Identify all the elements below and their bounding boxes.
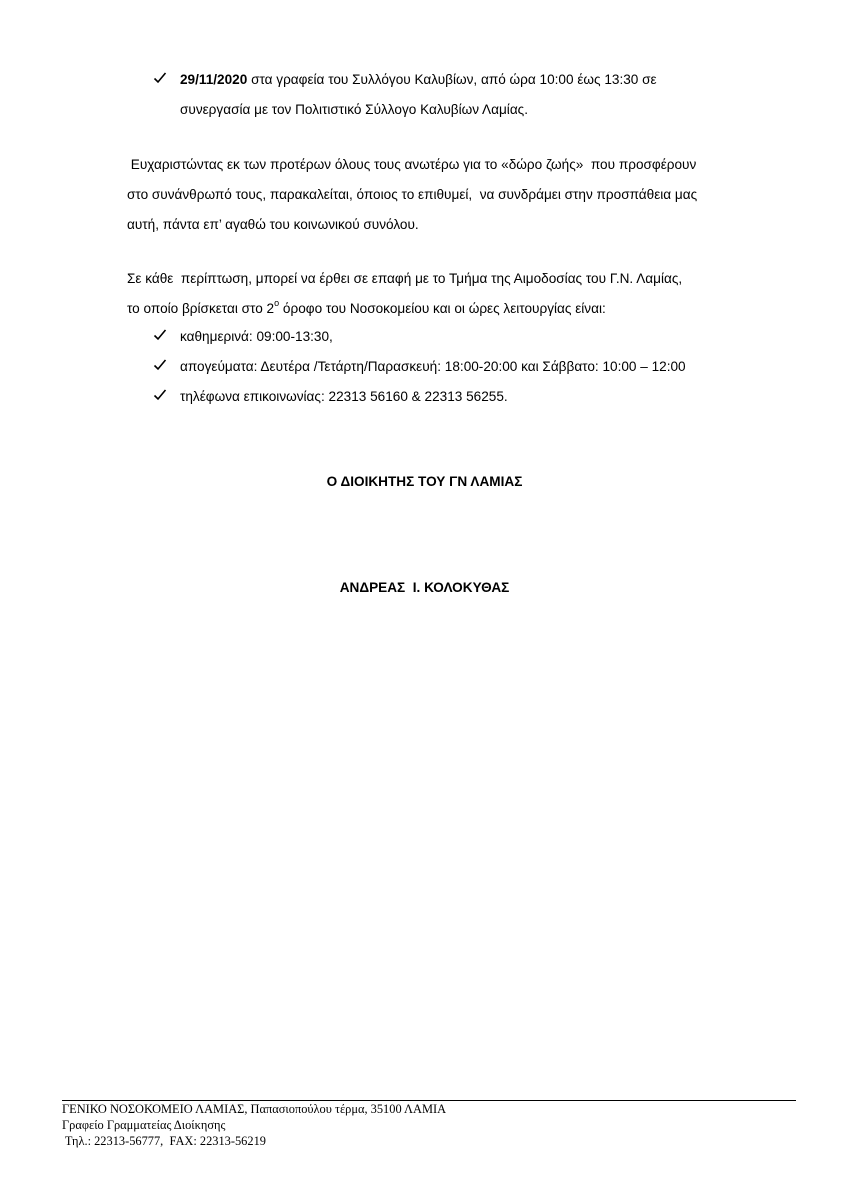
thanks-line-3: αυτή, πάντα επ’ αγαθώ του κοινωνικού συνόλου.	[127, 217, 419, 232]
footer-rule	[62, 1100, 796, 1101]
bullet-date: 29/11/2020	[180, 72, 248, 87]
footer-hospital-address: ΓΕΝΙΚΟ ΝΟΣΟΚΟΜΕΙΟ ΛΑΜΙΑΣ, Παπασιοπούλου τέρμα, 35100 ΛΑΜΙΑ	[62, 1102, 447, 1116]
contact-line-2-before: το οποίο βρίσκεται στο 2	[127, 301, 275, 316]
hours-item-weekdays: καθημερινά: 09:00-13:30,	[180, 329, 333, 344]
contact-line-2	[127, 300, 606, 318]
signature-name: ΑΝΔΡΕΑΣ Ι. ΚΟΛΟΚΥΘΑΣ	[339, 580, 510, 595]
contact-line-1: Σε κάθε περίπτωση, μπορεί να έρθει σε επαφή με το Τμήμα της Αιμοδοσίας του Γ.Ν. Λαμίας,	[127, 271, 683, 286]
check-mark-icon	[153, 328, 167, 342]
thanks-line-1: Ευχαριστώντας εκ των προτέρων όλους τους ανωτέρω για το «δώρο ζωής» που προσφέρουν	[127, 157, 697, 172]
signature-title: Ο ΔΙΟΙΚΗΤΗΣ ΤΟΥ ΓΝ ΛΑΜΙΑΣ	[326, 474, 523, 489]
check-mark-icon	[153, 71, 167, 85]
footer-contact: Τηλ.: 22313-56777, FAX: 22313-56219	[62, 1134, 266, 1148]
check-mark-icon	[153, 358, 167, 372]
footer-department: Γραφείο Γραμματείας Διοίκησης	[62, 1118, 226, 1132]
hours-item-phones: τηλέφωνα επικοινωνίας: 22313 56160 & 22313 56255.	[180, 389, 508, 404]
hours-item-afternoons: απογεύματα: Δευτέρα /Τετάρτη/Παρασκευή: 18:00-20:00 και Σάββατο: 10:00 – 12:00	[180, 359, 686, 374]
contact-line-2-after: όροφο του Νοσοκομείου και οι ώρες λειτουργίας είναι:	[279, 301, 606, 316]
thanks-line-2: στο συνάνθρωπό τους, παρακαλείται, όποιος το επιθυμεί, να συνδράμει στην προσπάθεια μας	[127, 187, 698, 202]
bullet-date-line-2: συνεργασία με τον Πολιτιστικό Σύλλογο Καλυβίων Λαμίας.	[180, 102, 529, 117]
check-mark-icon	[153, 388, 167, 402]
bullet-date-text: στα γραφεία του Συλλόγου Καλυβίων, από ώρα 10:00 έως 13:30 σε	[247, 72, 657, 87]
bullet-date-line	[180, 71, 739, 89]
floor-superscript: ο	[274, 298, 280, 309]
